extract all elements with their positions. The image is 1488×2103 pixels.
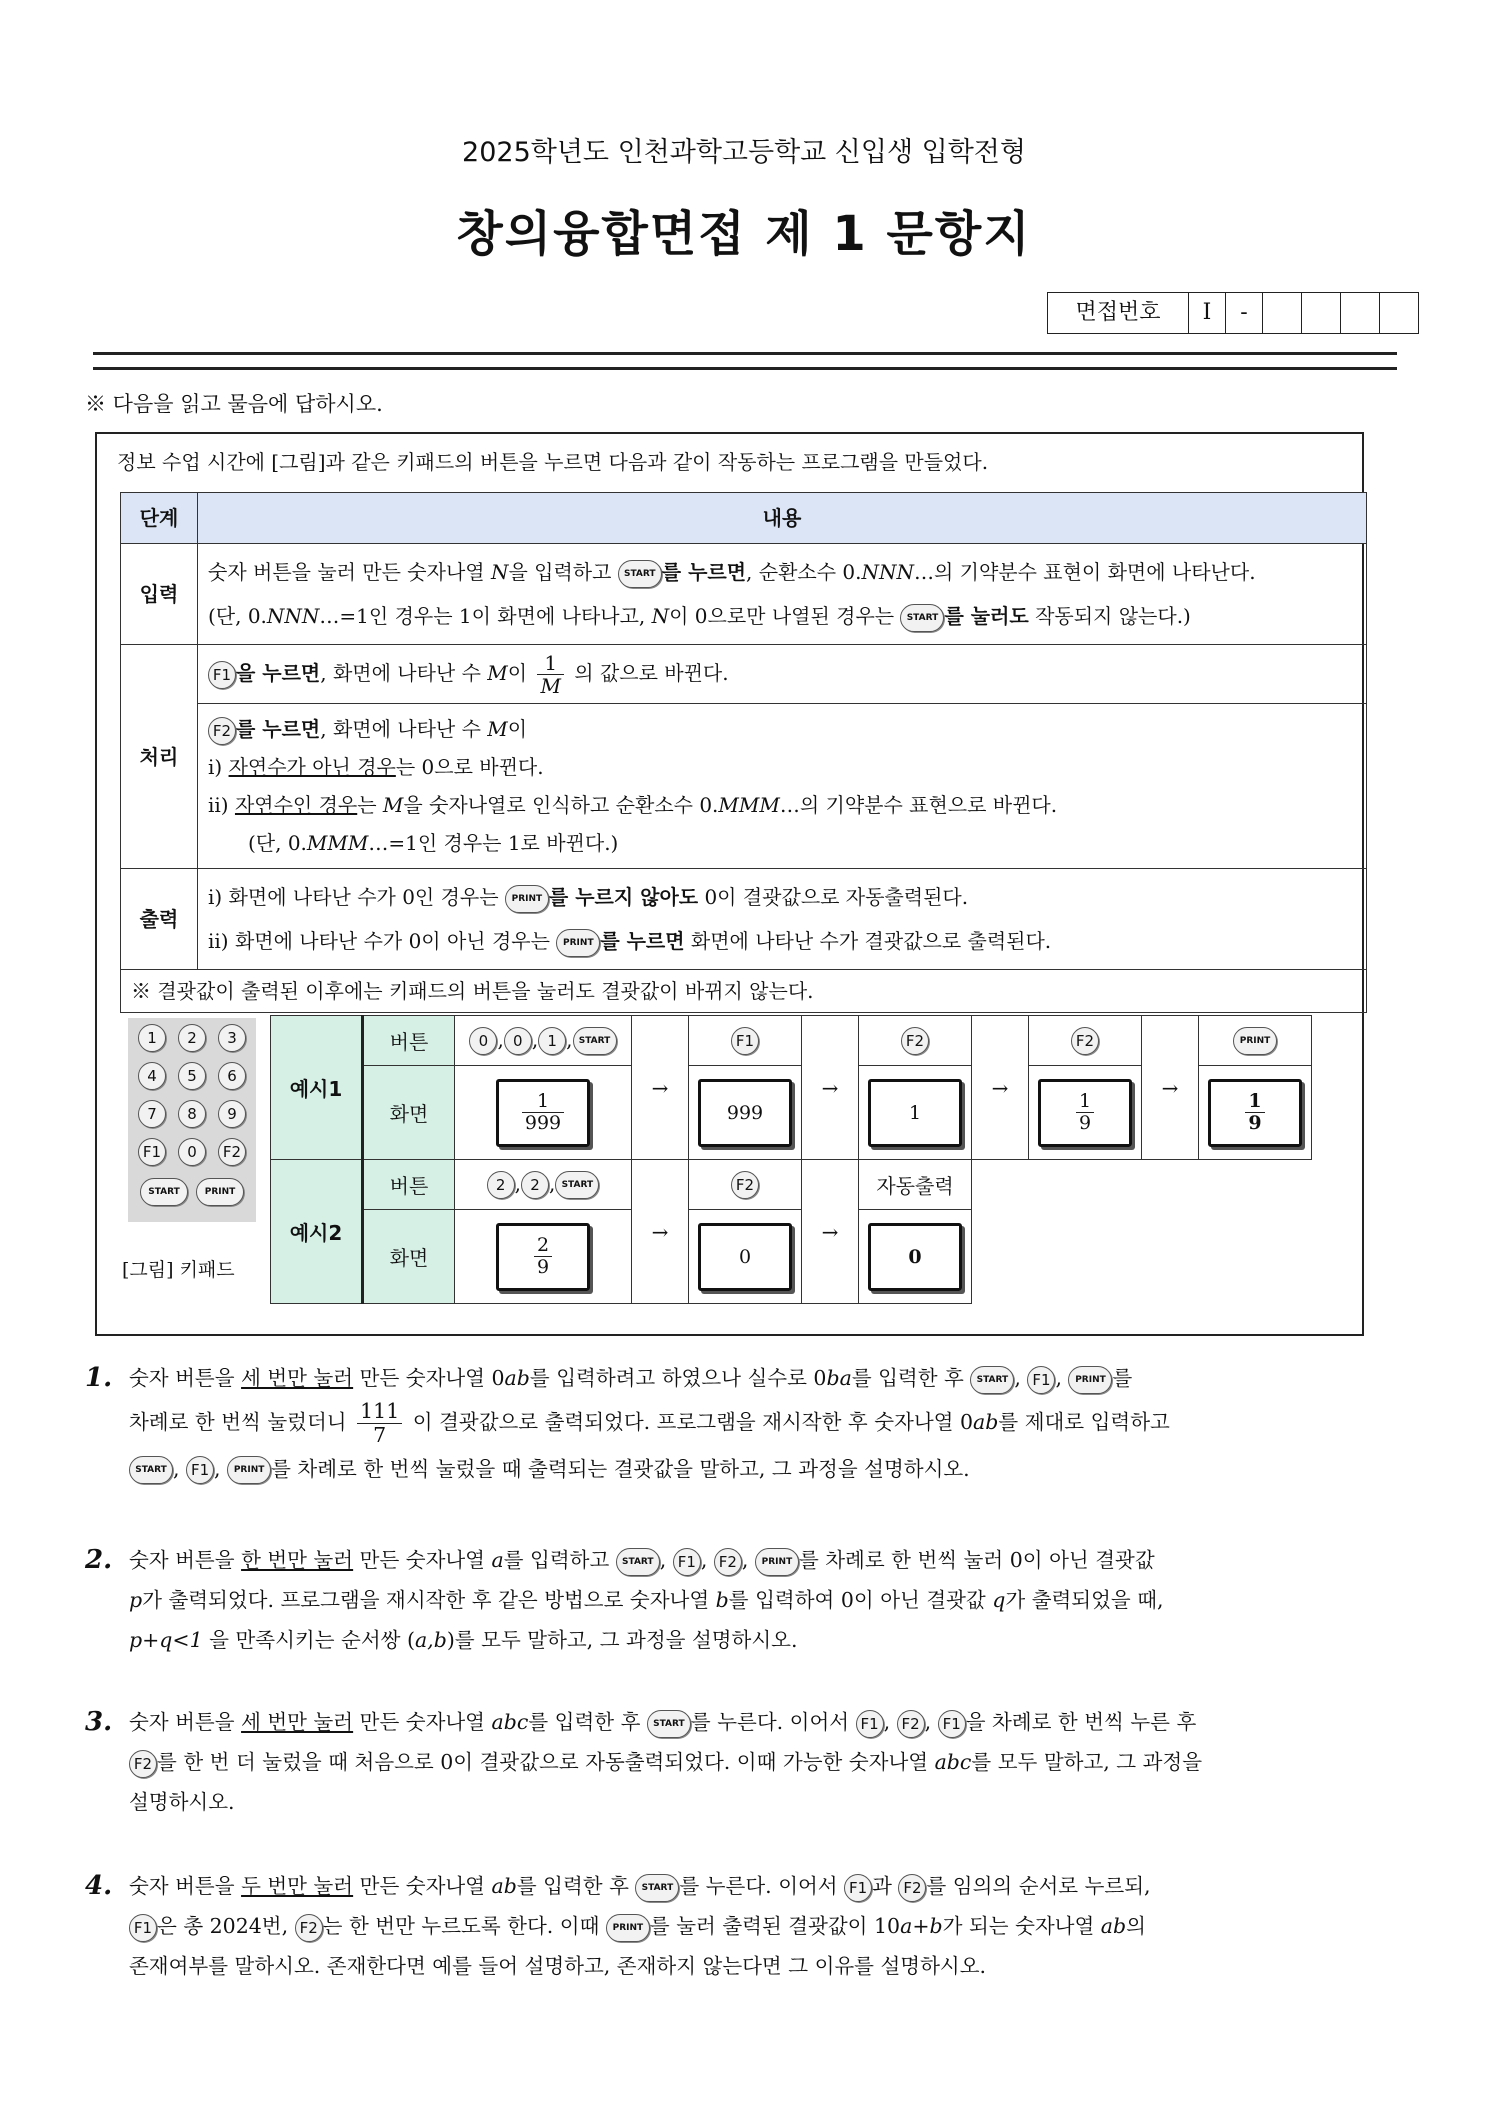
interview-number-prefix: I bbox=[1188, 293, 1225, 333]
screen-row-label: 화면 bbox=[363, 1066, 455, 1160]
f2-content: F2 를 누르면, 화면에 나타난 수 M이 ⅰ) 자연수가 아닌 경우는 0으로 바뀐다. ⅱ) 자연수인 경우는 M을 숫자나열로 인식하고 순환소수 0.MMM…의 기약분수 표현으로 바뀐다. (단, 0.MMM…=1인 경우는 1로 바뀐다.) bbox=[198, 704, 1367, 869]
stage-input: 입력 bbox=[121, 544, 198, 645]
key-1-icon: 1 bbox=[138, 1024, 166, 1052]
key-8-icon: 8 bbox=[178, 1100, 206, 1128]
f1-key-icon: F1 bbox=[1027, 1366, 1055, 1394]
f1-key-icon: F1 bbox=[208, 661, 236, 689]
display-screen: $\frac{1}{999}$ bbox=[496, 1079, 590, 1147]
button-row-label: 버튼 bbox=[363, 1160, 455, 1210]
start-key-icon: START bbox=[555, 1171, 599, 1199]
interview-number-label: 면접번호 bbox=[1075, 300, 1161, 325]
interview-number-cell[interactable] bbox=[1340, 293, 1379, 333]
f1-key-icon: F1 bbox=[856, 1710, 884, 1738]
start-key-icon: START bbox=[900, 604, 944, 632]
key-2-icon: 2 bbox=[487, 1171, 515, 1199]
question-4: 4. 숫자 버튼을 두 번만 눌러 만든 숫자나열 ab를 입력한 후 START 를 누른다. 이어서 F1 과 F2 를 임의의 순서로 누르되, F1 은 총 2024번, F2 는 한 번만 누르도록 한다. 이때 PRINT 를 눌러 출력된 결괏값이 10a+b가 되는 숫자나열 ab의 존재여부를 말하시오. 존재한다면 예를 들어 설명하고, 존재하지 않는다면 그 이유를 설명하시오. bbox=[85, 1871, 1151, 1978]
key-0-icon: 0 bbox=[178, 1138, 206, 1166]
print-key-icon: PRINT bbox=[606, 1914, 650, 1942]
print-key-icon: PRINT bbox=[556, 929, 600, 957]
exam-title: 창의융합면접 제 1 문항지 bbox=[456, 206, 1032, 262]
key-2-icon: 2 bbox=[521, 1171, 549, 1199]
f2-key-icon: F2 bbox=[898, 1874, 926, 1902]
print-key-icon: PRINT bbox=[1233, 1027, 1277, 1055]
question-3: 3. 숫자 버튼을 세 번만 눌러 만든 숫자나열 abc를 입력한 후 START 를 누른다. 이어서 F1 , F2 , F1 을 차례로 한 번씩 누른 후 F2 를 한 번 더 눌렀을 때 처음으로 0이 결괏값으로 자동출력되었다. 이때 가능한 숫자나열 abc를 모두 말하고, 그 과정을 설명하시오. bbox=[85, 1707, 1203, 1814]
display-screen: $\frac{2}{9}$ bbox=[496, 1223, 590, 1291]
start-key-icon: START bbox=[140, 1178, 188, 1206]
arrow: → bbox=[972, 1016, 1029, 1160]
question-1: 1. 숫자 버튼을 세 번만 눌러 만든 숫자나열 0ab를 입력하려고 하였으나 실수로 0ba를 입력한 후 START , F1 , PRINT 를 차례로 한 번씩 눌렀더니 $\frac{111}{7}$ 이 결괏값으로 출력되었다. 프로그램을 재시작한 후 숫자나열 0ab를 제대로 입력하고 START , F1 , PRINT 를 차례로 한 번씩 눌렀을 때 출력되는 결괏값을 말하고, 그 과정을 설명하시오. bbox=[85, 1356, 1439, 1491]
key-5-icon: 5 bbox=[178, 1062, 206, 1090]
f1-key-icon: F1 bbox=[673, 1548, 701, 1576]
example1-label: 예시1 bbox=[271, 1016, 363, 1160]
f2-key-icon: F2 bbox=[218, 1138, 246, 1166]
f2-key-icon: F2 bbox=[714, 1548, 742, 1576]
display-screen: 1 bbox=[868, 1079, 962, 1147]
example2-label: 예시2 bbox=[271, 1160, 363, 1304]
start-key-icon: START bbox=[616, 1548, 660, 1576]
steps-table bbox=[120, 492, 1367, 1013]
display-screen: 999 bbox=[698, 1079, 792, 1147]
exam-subtitle: 2025학년도 인천과학고등학교 신입생 입학전형 bbox=[462, 137, 1026, 168]
print-key-icon: PRINT bbox=[755, 1548, 799, 1576]
instruction: ※ 다음을 읽고 물음에 답하시오. bbox=[85, 392, 383, 416]
f2-key-icon: F2 bbox=[295, 1914, 323, 1942]
key-0-icon: 0 bbox=[504, 1027, 532, 1055]
auto-output-label: 자동출력 bbox=[859, 1160, 972, 1210]
interview-number-cell[interactable] bbox=[1379, 293, 1418, 333]
start-key-icon: START bbox=[970, 1366, 1014, 1394]
col-content-header: 내용 bbox=[198, 493, 1367, 544]
fraction: $\frac{1}{M}$ bbox=[537, 652, 563, 697]
arrow: → bbox=[632, 1160, 689, 1304]
f1-key-icon: F1 bbox=[138, 1138, 166, 1166]
key-9-icon: 9 bbox=[218, 1100, 246, 1128]
arrow: → bbox=[632, 1016, 689, 1160]
print-key-icon: PRINT bbox=[505, 885, 549, 913]
stage-process: 처리 bbox=[121, 645, 198, 869]
interview-number-cell[interactable] bbox=[1301, 293, 1340, 333]
start-key-icon: START bbox=[618, 560, 662, 588]
start-key-icon: START bbox=[635, 1874, 679, 1902]
f2-key-icon: F2 bbox=[1071, 1027, 1099, 1055]
arrow: → bbox=[1142, 1016, 1199, 1160]
ex2-buttons: 2 , 2 , START bbox=[455, 1160, 632, 1210]
key-4-icon: 4 bbox=[138, 1062, 166, 1090]
ex1-buttons: 0 , 0 , 1 , START bbox=[455, 1016, 632, 1066]
key-0-icon: 0 bbox=[469, 1027, 497, 1055]
print-key-icon: PRINT bbox=[196, 1178, 244, 1206]
interview-number-cell[interactable] bbox=[1262, 293, 1301, 333]
keypad-caption: [그림] 키패드 bbox=[122, 1259, 235, 1281]
f2-key-icon: F2 bbox=[901, 1027, 929, 1055]
display-screen: $\frac{1}{9}$ bbox=[1208, 1079, 1302, 1147]
col-stage-header: 단계 bbox=[121, 493, 198, 544]
f1-key-icon: F1 bbox=[938, 1710, 966, 1738]
examples-table bbox=[270, 1015, 1312, 1304]
input-content: 숫자 버튼을 눌러 만든 숫자나열 N을 입력하고 START 를 누르면, 순환소수 0.NNN…의 기약분수 표현이 화면에 나타난다. (단, 0.NNN…=1인 경우는 1이 화면에 나타나고, N이 0으로만 나열된 경우는 START 를 눌러도 작동되지 않는다.) bbox=[198, 544, 1367, 645]
problem-lead: 정보 수업 시간에 [그림]과 같은 키패드의 버튼을 누르면 다음과 같이 작동하는 프로그램을 만들었다. bbox=[117, 450, 989, 474]
key-1-icon: 1 bbox=[538, 1027, 566, 1055]
display-screen: $\frac{1}{9}$ bbox=[1038, 1079, 1132, 1147]
f2-key-icon: F2 bbox=[208, 717, 236, 745]
print-key-icon: PRINT bbox=[1068, 1366, 1112, 1394]
key-7-icon: 7 bbox=[138, 1100, 166, 1128]
start-key-icon: START bbox=[129, 1456, 173, 1484]
f1-content: F1 을 누르면, 화면에 나타난 수 M이 $\frac{1}{M}$ 의 값으로 바뀐다. bbox=[198, 645, 1367, 704]
button-row-label: 버튼 bbox=[363, 1016, 455, 1066]
screen-row-label: 화면 bbox=[363, 1210, 455, 1304]
f1-key-icon: F1 bbox=[186, 1456, 214, 1484]
start-key-icon: START bbox=[647, 1710, 691, 1738]
display-screen: 0 bbox=[698, 1223, 792, 1291]
start-key-icon: START bbox=[573, 1027, 617, 1055]
keypad bbox=[128, 1018, 256, 1222]
f1-key-icon: F1 bbox=[129, 1914, 157, 1942]
steps-note: ※ 결괏값이 출력된 이후에는 키패드의 버튼을 눌러도 결괏값이 바뀌지 않는다. bbox=[121, 970, 1367, 1013]
arrow: → bbox=[802, 1160, 859, 1304]
stage-output: 출력 bbox=[121, 869, 198, 970]
question-2: 2. 숫자 버튼을 한 번만 눌러 만든 숫자나열 a를 입력하고 START , F1 , F2 , PRINT 를 차례로 한 번씩 눌러 0이 아닌 결괏값 p가 출력되었다. 프로그램을 재시작한 후 같은 방법으로 숫자나열 b를 입력하여 0이 아닌 결괏값 q가 출력되었을 때, p+q<1 을 만족시키는 순서쌍 (a,b)를 모두 말하고, 그 과정을 설명하시오. bbox=[85, 1545, 1164, 1652]
key-3-icon: 3 bbox=[218, 1024, 246, 1052]
f2-key-icon: F2 bbox=[897, 1710, 925, 1738]
key-6-icon: 6 bbox=[218, 1062, 246, 1090]
f2-key-icon: F2 bbox=[731, 1171, 759, 1199]
f2-key-icon: F2 bbox=[129, 1750, 157, 1778]
divider bbox=[93, 352, 1397, 355]
arrow: → bbox=[802, 1016, 859, 1160]
print-key-icon: PRINT bbox=[227, 1456, 271, 1484]
key-2-icon: 2 bbox=[178, 1024, 206, 1052]
divider bbox=[93, 367, 1397, 370]
interview-number-dash: - bbox=[1225, 293, 1262, 333]
f1-key-icon: F1 bbox=[731, 1027, 759, 1055]
f1-key-icon: F1 bbox=[844, 1874, 872, 1902]
interview-number-box bbox=[1047, 292, 1419, 334]
display-screen: 0 bbox=[868, 1223, 962, 1291]
output-content: ⅰ) 화면에 나타난 수가 0인 경우는 PRINT 를 누르지 않아도 0이 결괏값으로 자동출력된다. ⅱ) 화면에 나타난 수가 0이 아닌 경우는 PRINT 를 누르면 화면에 나타난 수가 결괏값으로 출력된다. bbox=[198, 869, 1367, 970]
